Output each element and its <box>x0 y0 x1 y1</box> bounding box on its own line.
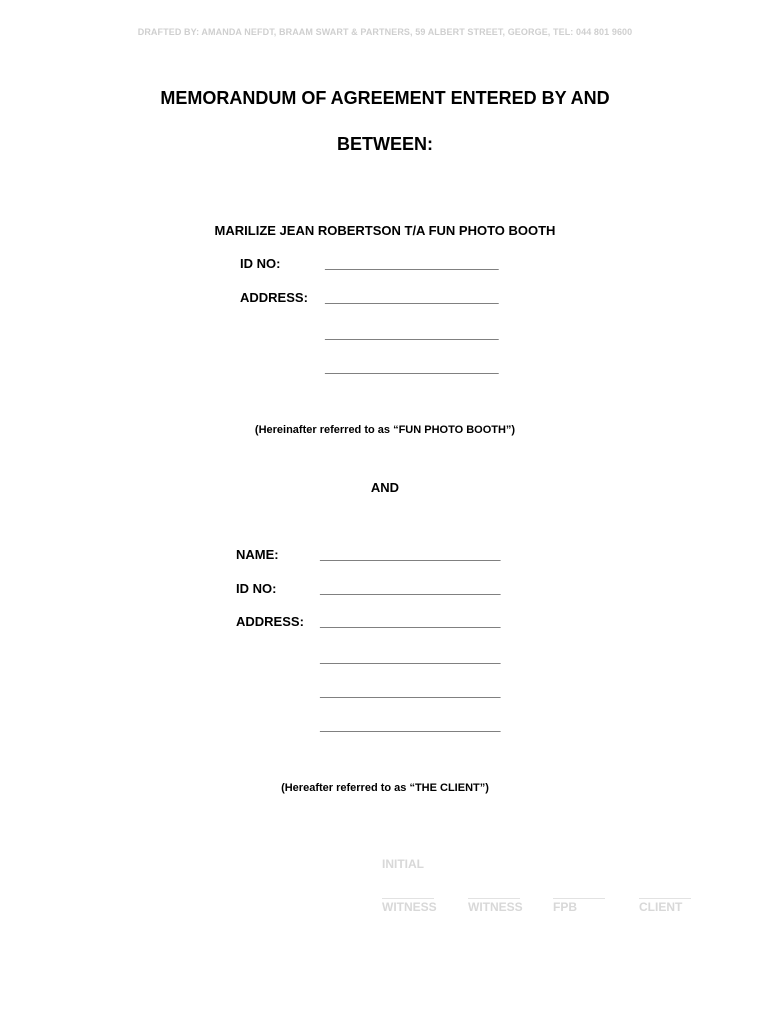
document-title-line1: MEMORANDUM OF AGREEMENT ENTERED BY AND <box>160 88 610 108</box>
initial-label-client: CLIENT <box>639 900 683 914</box>
second-party-reference: (Hereafter referred to as “THE CLIENT”) <box>281 782 489 794</box>
first-party-address-field-1[interactable]: _________________________ <box>325 290 499 305</box>
drafted-by-header: DRAFTED BY: AMANDA NEFDT, BRAAM SWART & PARTNERS, 59 ALBERT STREET, GEORGE, TEL: 044 801 9600 <box>137 27 633 37</box>
initial-line-witness-2[interactable] <box>468 898 520 899</box>
initial-line-client[interactable] <box>639 898 691 899</box>
first-party-address-field-2[interactable]: _________________________ <box>325 326 499 341</box>
document-title-line2: BETWEEN: <box>337 134 433 154</box>
first-party-address-field-3[interactable]: _________________________ <box>325 360 499 375</box>
second-party-address-field-2[interactable]: __________________________ <box>320 650 501 665</box>
initial-line-fpb[interactable] <box>553 898 605 899</box>
second-party-address-field-4[interactable]: __________________________ <box>320 718 501 733</box>
first-party-id-label: ID NO: <box>240 256 281 271</box>
initial-label-witness-2: WITNESS <box>468 900 523 914</box>
and-separator: AND <box>370 480 400 495</box>
first-party-address-label: ADDRESS: <box>240 290 308 305</box>
second-party-address-field-1[interactable]: __________________________ <box>320 614 501 629</box>
second-party-address-field-3[interactable]: __________________________ <box>320 684 501 699</box>
initial-heading: INITIAL <box>382 857 424 871</box>
initial-label-witness-1: WITNESS <box>382 900 437 914</box>
second-party-name-field[interactable]: __________________________ <box>320 547 501 562</box>
second-party-id-field[interactable]: __________________________ <box>320 581 501 596</box>
second-party-id-label: ID NO: <box>236 581 277 596</box>
initial-label-fpb: FPB <box>553 900 577 914</box>
first-party-name: MARILIZE JEAN ROBERTSON T/A FUN PHOTO BOOTH <box>214 223 556 238</box>
first-party-id-field[interactable]: _________________________ <box>325 256 499 271</box>
second-party-address-label: ADDRESS: <box>236 614 304 629</box>
second-party-name-label: NAME: <box>236 547 279 562</box>
first-party-reference: (Hereinafter referred to as “FUN PHOTO BOOTH”) <box>254 424 516 436</box>
initial-line-witness-1[interactable] <box>382 898 434 899</box>
